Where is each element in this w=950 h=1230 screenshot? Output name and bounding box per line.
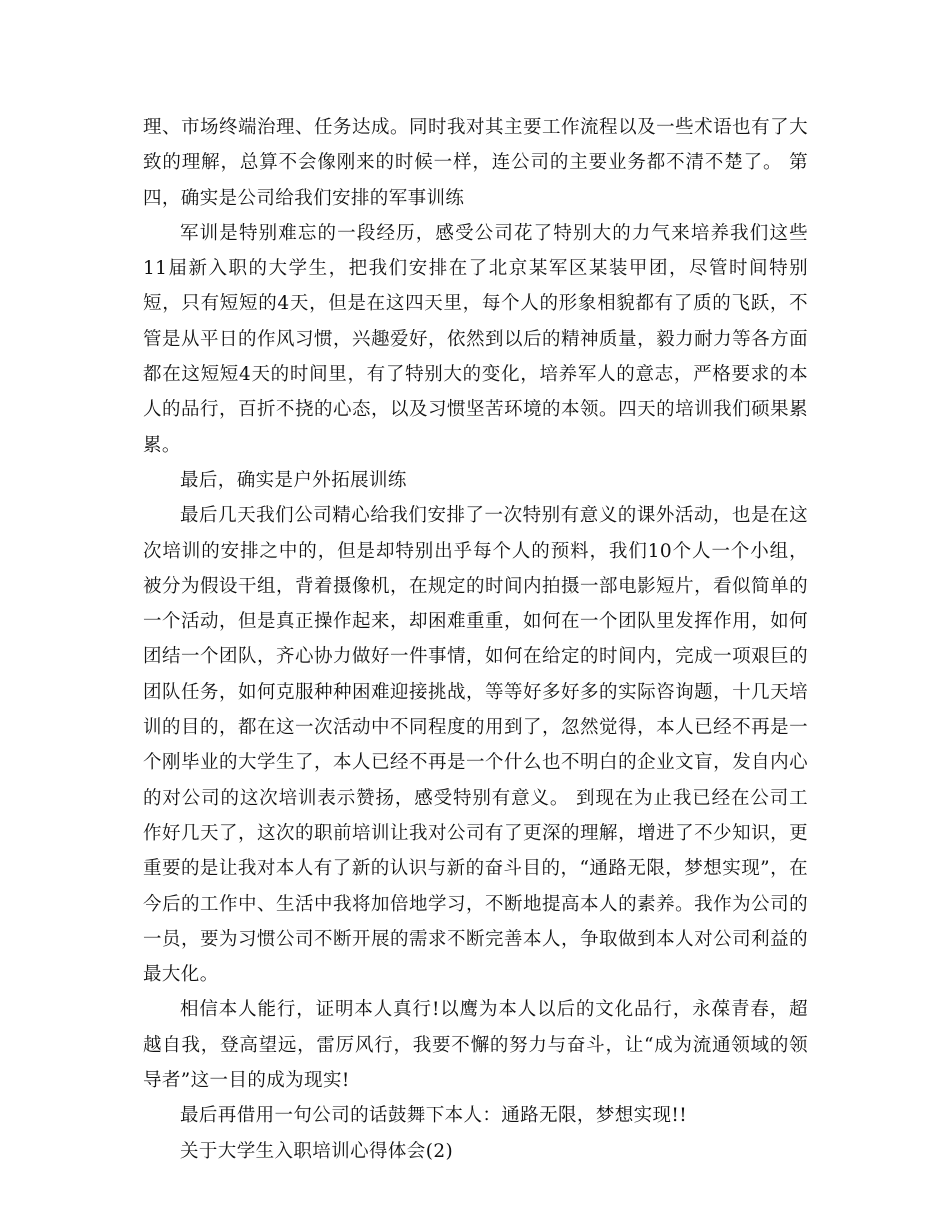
document-body xyxy=(143,110,808,1169)
paragraph-military-training: 军训是特别难忘的一段经历，感受公司花了特别大的力气来培养我们这些11届新入职的大学生，把我们安排在了北京某军区某装甲团，尽管时间特别短，只有短短的4天，但是在这四天里，每个人的形象相貌都有了质的飞跃，不管是从平日的作风习惯，兴趣爱好，依然到以后的精神质量，毅力耐力等各方面都在这短短4天的时间里，有了特别大的变化，培养军人的意志，严格要求的本人的品行，百折不挠的心态，以及习惯坚苦环境的本领。四天的培训我们硕果累累。 xyxy=(143,222,808,456)
paragraph-belief: 相信本人能行，证明本人真行!以鹰为本人以后的文化品行，永葆青春，超越自我，登高望远，雷厉风行，我要不懈的努力与奋斗，让“成为流通领域的领导者”这一目的成为现实! xyxy=(143,999,808,1092)
section-title: 关于大学生入职培训心得体会(2) xyxy=(180,1140,454,1162)
paragraph-outdoor-activity: 最后几天我们公司精心给我们安排了一次特别有意义的课外活动，也是在这次培训的安排之中的，但是却特别出乎每个人的预料，我们10个人一个小组，被分为假设干组，背着摄像机，在规定的时间内拍摄一部电影短片，看似简单的一个活动，但是真正操作起来，却困难重重，如何在一个团队里发挥作用，如何团结一个团队，齐心协力做好一件事情，如何在给定的时间内，完成一项艰巨的团队任务，如何克服种种困难迎接挑战，等等好多好多的实际咨询题，十几天培训的目的，都在这一次活动中不同程度的用到了，忽然觉得，本人已经不再是一个刚毕业的大学生了，本人已经不再是一个什么也不明白的企业文盲，发自内心的对公司的这次培训表示赞扬，感受特别有意义。 到现在为止我已经在公司工作好几天了，这次的职前培训让我对公司有了更深的理解，增进了不少知识，更重要的是让我对本人有了新的认识与新的奋斗目的，“通路无限，梦想实现”，在今后的工作中、生活中我将加倍地学习，不断地提高本人的素养。我作为公司的一员，要为习惯公司不断开展的需求不断完善本人，争取做到本人对公司利益的最大化。 xyxy=(143,505,808,986)
paragraph-closing: 最后再借用一句公司的话鼓舞下本人：通路无限，梦想实现!! xyxy=(180,1105,688,1127)
paragraph-continuation: 理、市场终端治理、任务达成。同时我对其主要工作流程以及一些术语也有了大致的理解，总算不会像刚来的时候一样，连公司的主要业务都不清不楚了。 第四，确实是公司给我们安排的军事训练 xyxy=(143,117,808,209)
paragraph-outdoor-heading: 最后，确实是户外拓展训练 xyxy=(180,469,407,491)
